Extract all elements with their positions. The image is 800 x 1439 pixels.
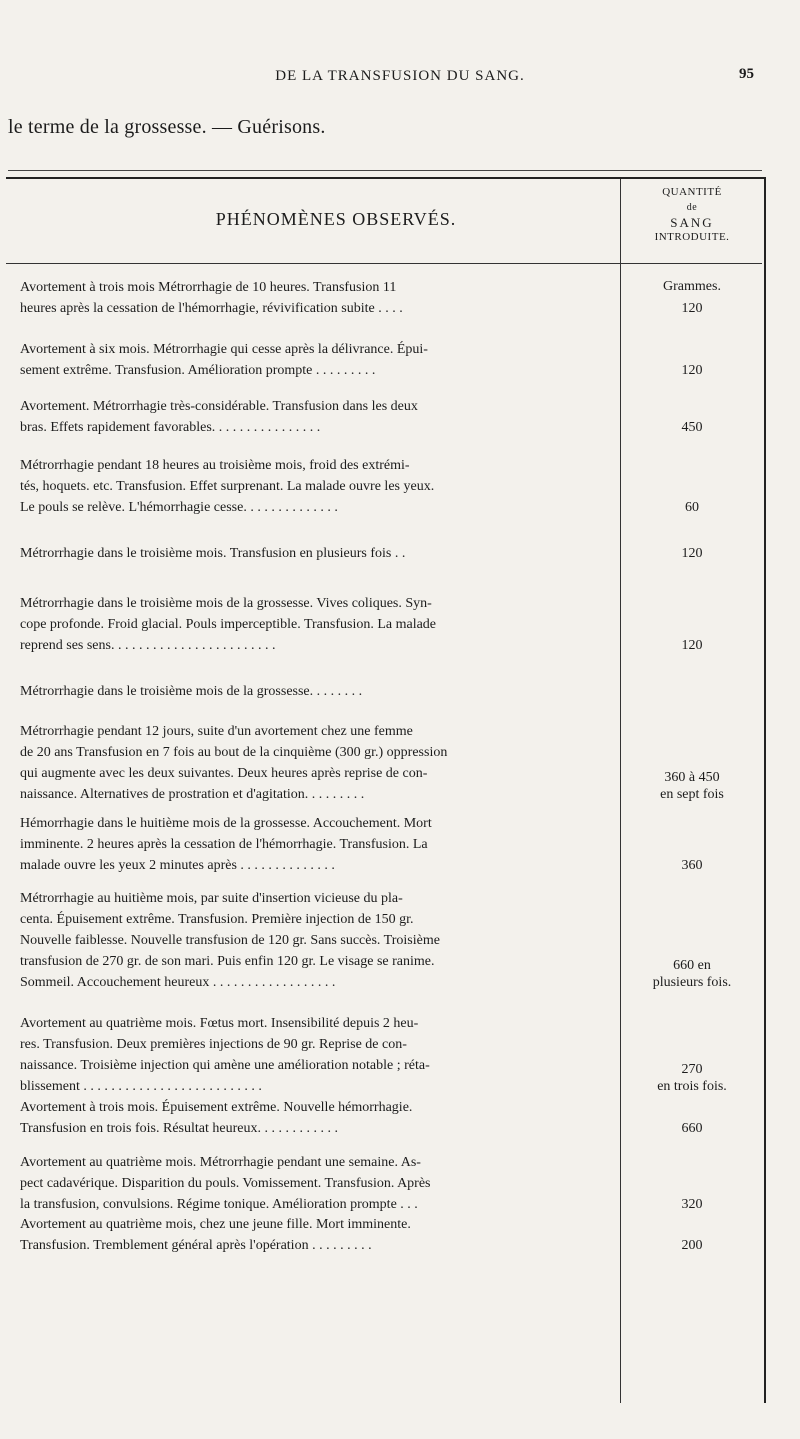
table-row (20, 339, 618, 381)
row-text-line: heures après la cessation de l'hémorrhagie, révivification subite . . . . (20, 301, 403, 316)
row-quantity-line: 200 (681, 1238, 703, 1253)
row-text-line: reprend ses sens. . . . . . . . . . . . . . . . . . . . . . . . (20, 638, 276, 653)
row-quantity (622, 419, 762, 436)
row-quantity (622, 637, 762, 654)
row-text-line: cope profonde. Froid glacial. Pouls imperceptible. Transfusion. La malade (20, 617, 437, 632)
header-quantity-line-1: QUANTITÉ (662, 186, 722, 198)
row-quantity-line: 270 (681, 1062, 703, 1077)
table-row (20, 543, 618, 564)
row-quantity-line: 120 (681, 638, 703, 653)
table-row (20, 277, 618, 319)
table-row (20, 721, 618, 805)
table-row (20, 593, 618, 656)
row-text-line: Transfusion en trois fois. Résultat heureux. . . . . . . . . . . . (20, 1121, 338, 1136)
row-quantity-line: 360 à 450 (664, 770, 720, 785)
row-quantity-line: en trois fois. (657, 1079, 727, 1094)
row-quantity-line: 660 (681, 1121, 703, 1136)
table-row (20, 1097, 618, 1139)
row-text-line: Avortement au quatrième mois. Fœtus mort. Insensibilité depuis 2 heu- (20, 1016, 419, 1031)
row-text-line: bras. Effets rapidement favorables. . . . . . . . . . . . . . . . (20, 420, 321, 435)
table-row (20, 813, 618, 876)
row-text-line: res. Transfusion. Deux premières injections de 90 gr. Reprise de con- (20, 1037, 407, 1052)
row-text-line: de 20 ans Transfusion en 7 fois au bout de la cinquième (300 gr.) oppression (20, 745, 448, 760)
row-quantity-line: 120 (681, 301, 703, 316)
row-text-line: Nouvelle faiblesse. Nouvelle transfusion de 120 gr. Sans succès. Troisième (20, 933, 440, 948)
row-text-line: qui augmente avec les deux suivantes. Deux heures après reprise de con- (20, 766, 428, 781)
row-quantity-line: 120 (681, 363, 703, 378)
table-row (20, 681, 618, 702)
row-quantity-line: 360 (681, 858, 703, 873)
row-text-line: Métrorrhagie pendant 18 heures au troisième mois, froid des extrémi- (20, 458, 410, 473)
table-row (20, 1152, 618, 1215)
row-quantity (622, 957, 762, 991)
row-text-line: Métrorrhagie dans le troisième mois. Transfusion en plusieurs fois . . (20, 546, 406, 561)
row-text-line: Avortement au quatrième mois, chez une jeune fille. Mort imminente. (20, 1217, 411, 1232)
table-header (6, 179, 762, 264)
row-quantity (622, 1237, 762, 1254)
unit-label: Grammes. (663, 279, 721, 294)
section-title: le terme de la grossesse. — Guérisons. (8, 116, 326, 138)
row-quantity-line: 60 (685, 500, 699, 515)
header-quantity (622, 185, 762, 245)
row-text-line: Métrorrhagie dans le troisième mois de la grossesse. . . . . . . . (20, 684, 363, 699)
header-quantity-line-2: de (686, 202, 698, 213)
row-quantity-line: 660 en (673, 958, 711, 973)
row-quantity-line: plusieurs fois. (652, 975, 732, 990)
column-divider (620, 179, 621, 1403)
row-text-line: malade ouvre les yeux 2 minutes après . . . . . . . . . . . . . . (20, 858, 335, 873)
observations-table (6, 177, 766, 1403)
row-quantity (622, 769, 762, 803)
table-row (20, 1013, 618, 1097)
header-phenomena: PHÉNOMÈNES OBSERVÉS. (215, 209, 457, 229)
running-head: DE LA TRANSFUSION DU SANG. (275, 68, 525, 84)
row-text-line: la transfusion, convulsions. Régime tonique. Amélioration prompte . . . (20, 1197, 418, 1212)
row-quantity-line: 450 (681, 420, 703, 435)
page-number: 95 (739, 66, 754, 82)
row-quantity (622, 1120, 762, 1137)
header-quantity-line-3: SANG (670, 215, 714, 230)
row-text-line: Transfusion. Tremblement général après l'opération . . . . . . . . . (20, 1238, 372, 1253)
row-text-line: Le pouls se relève. L'hémorrhagie cesse. . . . . . . . . . . . . . (20, 500, 338, 515)
row-quantity (622, 1196, 762, 1213)
row-quantity-line: en sept fois (660, 787, 724, 802)
row-quantity (622, 300, 762, 317)
row-text-line: imminente. 2 heures après la cessation de l'hémorrhagie. Transfusion. La (20, 837, 428, 852)
row-text-line: naissance. Alternatives de prostration et d'agitation. . . . . . . . . (20, 787, 365, 802)
row-text-line: Avortement à trois mois Métrorrhagie de 10 heures. Transfusion 11 (20, 280, 397, 295)
row-text-line: Hémorrhagie dans le huitième mois de la grossesse. Accouchement. Mort (20, 816, 432, 831)
row-quantity (622, 545, 762, 562)
header-quantity-line-4: INTRODUITE. (654, 231, 730, 243)
table-row (20, 396, 618, 438)
table-row (20, 888, 618, 993)
row-text-line: Avortement à six mois. Métrorrhagie qui cesse après la délivrance. Épui- (20, 342, 428, 357)
row-text-line: centa. Épuisement extrême. Transfusion. Première injection de 150 gr. (20, 912, 414, 927)
row-text-line: transfusion de 270 gr. de son mari. Puis enfin 120 gr. Le visage se ranime. (20, 954, 435, 969)
row-text-line: naissance. Troisième injection qui amène une amélioration notable ; réta- (20, 1058, 430, 1073)
row-text-line: tés, hoquets. etc. Transfusion. Effet surprenant. La malade ouvre les yeux. (20, 479, 435, 494)
row-text-line: Métrorrhagie pendant 12 jours, suite d'un avortement chez une femme (20, 724, 413, 739)
row-quantity (622, 1061, 762, 1095)
row-quantity (622, 362, 762, 379)
row-text-line: Métrorrhagie au huitième mois, par suite d'insertion vicieuse du pla- (20, 891, 403, 906)
row-text-line: Avortement à trois mois. Épuisement extrême. Nouvelle hémorrhagie. (20, 1100, 413, 1115)
row-quantity (622, 499, 762, 516)
table-row (20, 455, 618, 518)
table-row (20, 1214, 618, 1256)
row-text-line: blissement . . . . . . . . . . . . . . . . . . . . . . . . . . (20, 1079, 262, 1094)
row-quantity (622, 857, 762, 874)
row-quantity-line: 320 (681, 1197, 703, 1212)
row-quantity-line: 120 (681, 546, 703, 561)
row-text-line: Avortement. Métrorrhagie très-considérable. Transfusion dans les deux (20, 399, 418, 414)
row-text-line: Métrorrhagie dans le troisième mois de la grossesse. Vives coliques. Syn- (20, 596, 432, 611)
table-double-rule (8, 170, 762, 171)
row-text-line: sement extrême. Transfusion. Amélioration prompte . . . . . . . . . (20, 363, 376, 378)
row-text-line: Sommeil. Accouchement heureux . . . . . . . . . . . . . . . . . . (20, 975, 336, 990)
row-text-line: pect cadavérique. Disparition du pouls. Vomissement. Transfusion. Après (20, 1176, 431, 1191)
row-text-line: Avortement au quatrième mois. Métrorrhagie pendant une semaine. As- (20, 1155, 421, 1170)
